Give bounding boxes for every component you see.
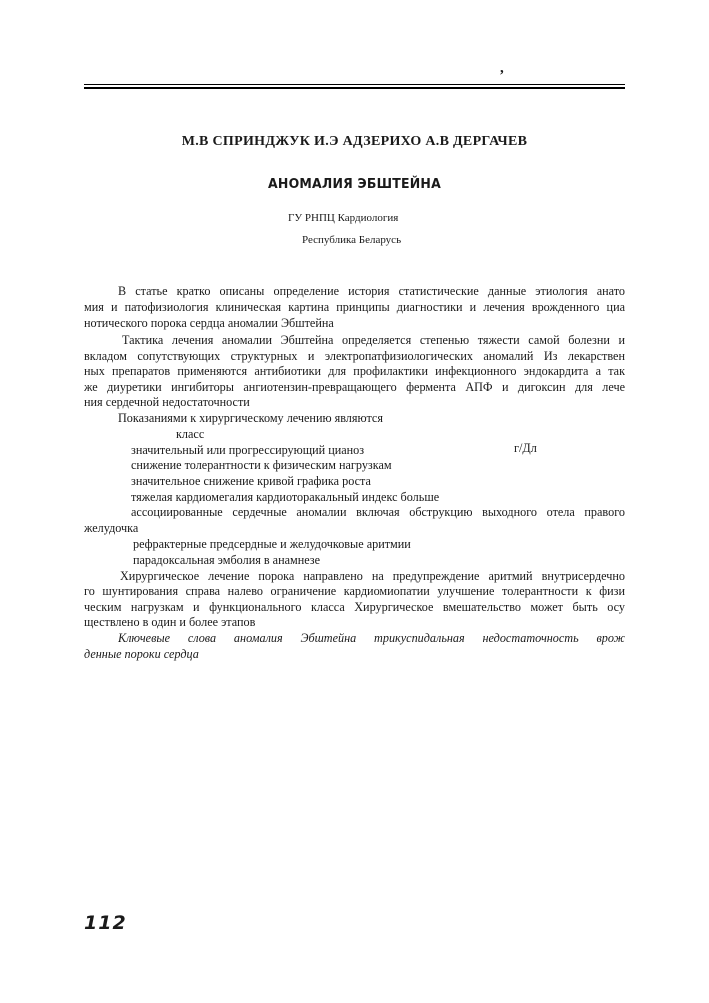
abstract-p2-line-2: вкладом сопутствующих структурных и электропатфизиологических аномалий Из лекарствен bbox=[84, 349, 625, 363]
abstract-p1-line-1: В статье кратко описаны определение история статистические данные этиология анато bbox=[118, 284, 625, 298]
indication-item-6: рефрактерные предсердные и желудочковые аритмии bbox=[133, 537, 411, 551]
abstract-p2-line-1: Тактика лечения аномалии Эбштейна определяется степенью тяжести самой болезни и bbox=[122, 333, 625, 347]
authors: М.В СПРИНДЖУК И.Э АДЗЕРИХО А.В ДЕРГАЧЕВ bbox=[181, 134, 528, 149]
keywords-line-2: денные пороки сердца bbox=[84, 647, 199, 661]
abstract-p2-line-3: ных препаратов применяются антибиотики для профилактики инфекционного эндокардита а так bbox=[84, 364, 625, 378]
indications-intro: Показаниями к хирургическому лечению являются bbox=[118, 411, 383, 425]
abstract-p1-line-2: мия и патофизиология клиническая картина принципы диагностики и лечения врожденного циа bbox=[84, 300, 625, 314]
abstract-p1-line-3: нотического порока сердца аномалии Эбштейна bbox=[84, 316, 334, 330]
abstract-p3-line-4: ществлено в один и более этапов bbox=[84, 615, 256, 629]
indication-item-2: снижение толерантности к физическим нагрузкам bbox=[131, 458, 392, 472]
indication-item-5: ассоциированные сердечные аномалии включая обструкцию выходного отела правого bbox=[131, 505, 625, 519]
class-word: класс bbox=[176, 427, 205, 441]
indication-item-4: тяжелая кардиомегалия кардиоторакальный индекс больше bbox=[131, 490, 440, 504]
indication-item-1: значительный или прогрессирующий цианоз bbox=[131, 443, 365, 457]
page-number: 112 bbox=[84, 912, 127, 934]
abstract-p2-line-4: же диуретики ингибиторы ангиотензин-превращающего фермента АПФ и дигоксин для лече bbox=[84, 380, 625, 394]
keywords-line-1: Ключевые слова аномалия Эбштейна трикуспидальная недостаточность врож bbox=[118, 631, 625, 645]
header-mark: , bbox=[500, 60, 504, 76]
abstract-p3-line-3: ческим нагрузкам и функционального класса Хирургическое вмешательство может быть осу bbox=[84, 600, 625, 614]
affiliation-line-1: ГУ РНПЦ Кардиология bbox=[288, 212, 399, 224]
affiliation-line-2: Республика Беларусь bbox=[302, 234, 402, 246]
abstract-p3-line-1: Хирургическое лечение порока направлено на предупреждение аритмий внутрисердечно bbox=[120, 569, 625, 583]
indication-item-7: парадоксальная эмболия в анамнезе bbox=[133, 553, 321, 567]
unit-label: г/Дл bbox=[514, 441, 537, 455]
abstract-p2-line-5: ния сердечной недостаточности bbox=[84, 395, 250, 409]
header-rule-thin bbox=[84, 84, 625, 85]
header-rule-thick bbox=[84, 87, 625, 89]
indication-item-3: значительное снижение кривой графика роста bbox=[131, 474, 371, 488]
abstract-p3-line-2: го шунтирования справа налево ограничение кардиомиопатии улучшение толерантности к физи bbox=[84, 584, 625, 598]
article-title: АНОМАЛИЯ ЭБШТЕЙНА bbox=[268, 175, 441, 192]
indication-item-5-cont: желудочка bbox=[84, 521, 139, 535]
